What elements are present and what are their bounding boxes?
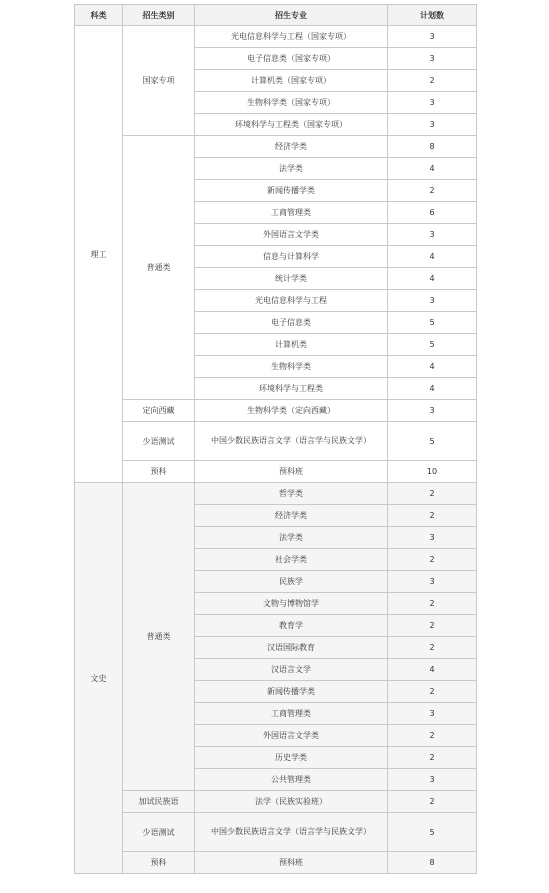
plan-cell: 3: [388, 290, 477, 312]
major-cell: 经济学类: [195, 136, 388, 158]
major-cell: 计算机类（国家专项）: [195, 70, 388, 92]
header-category: 招生类别: [123, 5, 195, 26]
major-cell: 统计学类: [195, 268, 388, 290]
major-cell: 预科班: [195, 852, 388, 874]
major-cell: 中国少数民族语言文学（语言学与民族文学）: [195, 422, 388, 461]
major-cell: 信息与计算科学: [195, 246, 388, 268]
plan-cell: 4: [388, 246, 477, 268]
table-row: [75, 422, 477, 461]
table-row: [75, 461, 477, 483]
major-cell: 计算机类: [195, 334, 388, 356]
plan-cell: 4: [388, 158, 477, 180]
major-cell: 环境科学与工程类: [195, 378, 388, 400]
category-cell: 普通类: [123, 136, 195, 400]
major-cell: 光电信息科学与工程: [195, 290, 388, 312]
plan-cell: 5: [388, 312, 477, 334]
major-cell: 工商管理类: [195, 703, 388, 725]
plan-cell: 3: [388, 527, 477, 549]
plan-cell: 8: [388, 852, 477, 874]
plan-cell: 8: [388, 136, 477, 158]
plan-cell: 3: [388, 114, 477, 136]
plan-cell: 5: [388, 813, 477, 852]
table-row: [75, 483, 477, 505]
major-cell: 电子信息类（国家专项）: [195, 48, 388, 70]
major-cell: 新闻传播学类: [195, 180, 388, 202]
plan-cell: 2: [388, 180, 477, 202]
major-cell: 外国语言文学类: [195, 224, 388, 246]
plan-cell: 5: [388, 422, 477, 461]
subject-cell: 理工: [75, 26, 123, 483]
major-cell: 生物科学类: [195, 356, 388, 378]
plan-cell: 2: [388, 505, 477, 527]
major-cell: 预科班: [195, 461, 388, 483]
plan-cell: 2: [388, 747, 477, 769]
plan-cell: 2: [388, 593, 477, 615]
major-cell: 公共管理类: [195, 769, 388, 791]
major-cell: 法学类: [195, 527, 388, 549]
category-cell: 少语测试: [123, 422, 195, 461]
plan-cell: 6: [388, 202, 477, 224]
plan-cell: 3: [388, 26, 477, 48]
major-cell: 外国语言文学类: [195, 725, 388, 747]
plan-cell: 3: [388, 92, 477, 114]
major-cell: 汉语国际教育: [195, 637, 388, 659]
header-major: 招生专业: [195, 5, 388, 26]
header-plan: 计划数: [388, 5, 477, 26]
enrollment-plan-table: [74, 4, 477, 874]
category-cell: 定向西藏: [123, 400, 195, 422]
plan-cell: 2: [388, 70, 477, 92]
plan-cell: 3: [388, 703, 477, 725]
major-cell: 历史学类: [195, 747, 388, 769]
plan-cell: 2: [388, 549, 477, 571]
major-cell: 工商管理类: [195, 202, 388, 224]
major-cell: 哲学类: [195, 483, 388, 505]
plan-cell: 2: [388, 725, 477, 747]
plan-cell: 3: [388, 224, 477, 246]
table-body: [75, 26, 477, 874]
plan-cell: 2: [388, 483, 477, 505]
header-subject: 科类: [75, 5, 123, 26]
plan-cell: 2: [388, 681, 477, 703]
major-cell: 生物科学类（定向西藏）: [195, 400, 388, 422]
plan-cell: 4: [388, 378, 477, 400]
major-cell: 法学（民族实验班）: [195, 791, 388, 813]
plan-cell: 4: [388, 356, 477, 378]
plan-cell: 3: [388, 571, 477, 593]
table-row: [75, 852, 477, 874]
major-cell: 生物科学类（国家专项）: [195, 92, 388, 114]
header-row: [75, 5, 477, 26]
plan-cell: 3: [388, 48, 477, 70]
major-cell: 民族学: [195, 571, 388, 593]
major-cell: 社会学类: [195, 549, 388, 571]
major-cell: 教育学: [195, 615, 388, 637]
category-cell: 国家专项: [123, 26, 195, 136]
major-cell: 法学类: [195, 158, 388, 180]
major-cell: 文物与博物馆学: [195, 593, 388, 615]
table-row: [75, 26, 477, 48]
category-cell: 普通类: [123, 483, 195, 791]
plan-cell: 5: [388, 334, 477, 356]
plan-cell: 2: [388, 615, 477, 637]
plan-cell: 2: [388, 791, 477, 813]
major-cell: 环境科学与工程类（国家专项）: [195, 114, 388, 136]
category-cell: 预科: [123, 852, 195, 874]
major-cell: 经济学类: [195, 505, 388, 527]
subject-cell: 文史: [75, 483, 123, 874]
table-row: [75, 791, 477, 813]
table-row: [75, 136, 477, 158]
plan-cell: 3: [388, 769, 477, 791]
plan-cell: 2: [388, 637, 477, 659]
plan-cell: 4: [388, 268, 477, 290]
category-cell: 加试民族语: [123, 791, 195, 813]
category-cell: 少语测试: [123, 813, 195, 852]
major-cell: 电子信息类: [195, 312, 388, 334]
plan-cell: 10: [388, 461, 477, 483]
plan-cell: 3: [388, 400, 477, 422]
category-cell: 预科: [123, 461, 195, 483]
major-cell: 中国少数民族语言文学（语言学与民族文学）: [195, 813, 388, 852]
major-cell: 汉语言文学: [195, 659, 388, 681]
table-row: [75, 813, 477, 852]
major-cell: 新闻传播学类: [195, 681, 388, 703]
major-cell: 光电信息科学与工程（国家专项）: [195, 26, 388, 48]
plan-cell: 4: [388, 659, 477, 681]
table-row: [75, 400, 477, 422]
